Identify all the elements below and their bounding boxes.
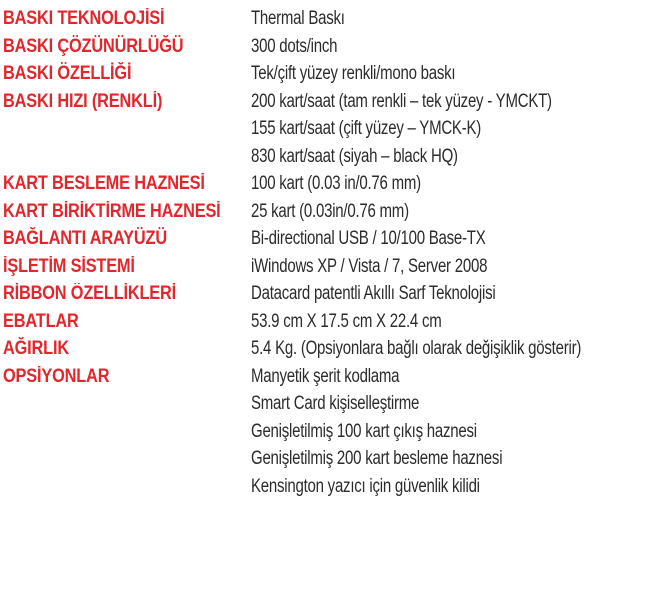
- spec-row-print-speed: [3, 88, 653, 171]
- spec-label: EBATLAR: [3, 310, 79, 332]
- spec-values: [251, 60, 653, 88]
- spec-values: [251, 170, 653, 198]
- spec-row-weight: [3, 335, 653, 363]
- spec-value: Thermal Baskı: [251, 8, 345, 29]
- spec-label: KART BESLEME HAZNESİ: [3, 173, 205, 194]
- spec-values: [251, 335, 659, 363]
- spec-values: [251, 280, 653, 308]
- spec-row-card-feeder: [3, 170, 653, 198]
- spec-values: [251, 88, 653, 171]
- spec-value: Kensington yazıcı için güvenlik kilidi: [251, 475, 480, 497]
- spec-row-card-hopper: [3, 198, 653, 226]
- spec-row-print-resolution: [3, 33, 653, 61]
- spec-label: BAĞLANTI ARAYÜZÜ: [3, 228, 167, 249]
- spec-values: [251, 225, 653, 253]
- spec-label: BASKI TEKNOLOJİSİ: [3, 8, 165, 29]
- spec-value: 300 dots/inch: [251, 35, 338, 57]
- spec-value: 100 kart (0.03 in/0.76 mm): [251, 173, 421, 194]
- spec-row-dimensions: [3, 308, 653, 336]
- spec-row-ribbon-features: [3, 280, 653, 308]
- spec-values: [251, 308, 653, 336]
- spec-row-print-technology: [3, 5, 653, 33]
- spec-value: 25 kart (0.03in/0.76 mm): [251, 200, 409, 222]
- spec-value: Tek/çift yüzey renkli/mono baskı: [251, 63, 456, 84]
- spec-values: [251, 198, 653, 226]
- spec-value: iWindows XP / Vista / 7, Server 2008: [251, 255, 488, 277]
- spec-table: [3, 5, 653, 500]
- spec-value: Datacard patentli Akıllı Sarf Teknolojisi: [251, 283, 496, 304]
- spec-values: [251, 33, 653, 61]
- spec-label: AĞIRLIK: [3, 338, 69, 359]
- spec-label: İŞLETİM SİSTEMİ: [3, 255, 135, 277]
- spec-label: BASKI ÖZELLİĞİ: [3, 63, 132, 84]
- spec-value: 53.9 cm X 17.5 cm X 22.4 cm: [251, 310, 442, 332]
- spec-label: OPSİYONLAR: [3, 365, 110, 387]
- spec-label: BASKI ÇÖZÜNÜRLÜĞÜ: [3, 35, 184, 57]
- spec-value: Smart Card kişiselleştirme: [251, 393, 420, 414]
- spec-row-operating-system: [3, 253, 653, 281]
- spec-value: 5.4 Kg. (Opsiyonlara bağlı olarak değişiklik gösterir): [251, 338, 582, 359]
- spec-row-options: [3, 363, 653, 501]
- spec-values: [251, 5, 653, 33]
- spec-value: Genişletilmiş 200 kart besleme haznesi: [251, 448, 503, 469]
- spec-value: 155 kart/saat (çift yüzey – YMCK-K): [251, 118, 482, 139]
- spec-label: RİBBON ÖZELLİKLERİ: [3, 283, 177, 304]
- spec-value: Genişletilmiş 100 kart çıkış haznesi: [251, 420, 477, 442]
- spec-row-print-feature: [3, 60, 653, 88]
- spec-value: 200 kart/saat (tam renkli – tek yüzey - YMCKT): [251, 90, 552, 112]
- spec-label: BASKI HIZI (RENKLİ): [3, 90, 163, 112]
- spec-values: [251, 363, 653, 501]
- spec-value: 830 kart/saat (siyah – black HQ): [251, 145, 458, 167]
- spec-value: Bi-directional USB / 10/100 Base-TX: [251, 228, 486, 249]
- spec-label: KART BİRİKTİRME HAZNESİ: [3, 200, 221, 222]
- spec-row-connection-interface: [3, 225, 653, 253]
- spec-values: [251, 253, 653, 281]
- spec-value: Manyetik şerit kodlama: [251, 365, 400, 387]
